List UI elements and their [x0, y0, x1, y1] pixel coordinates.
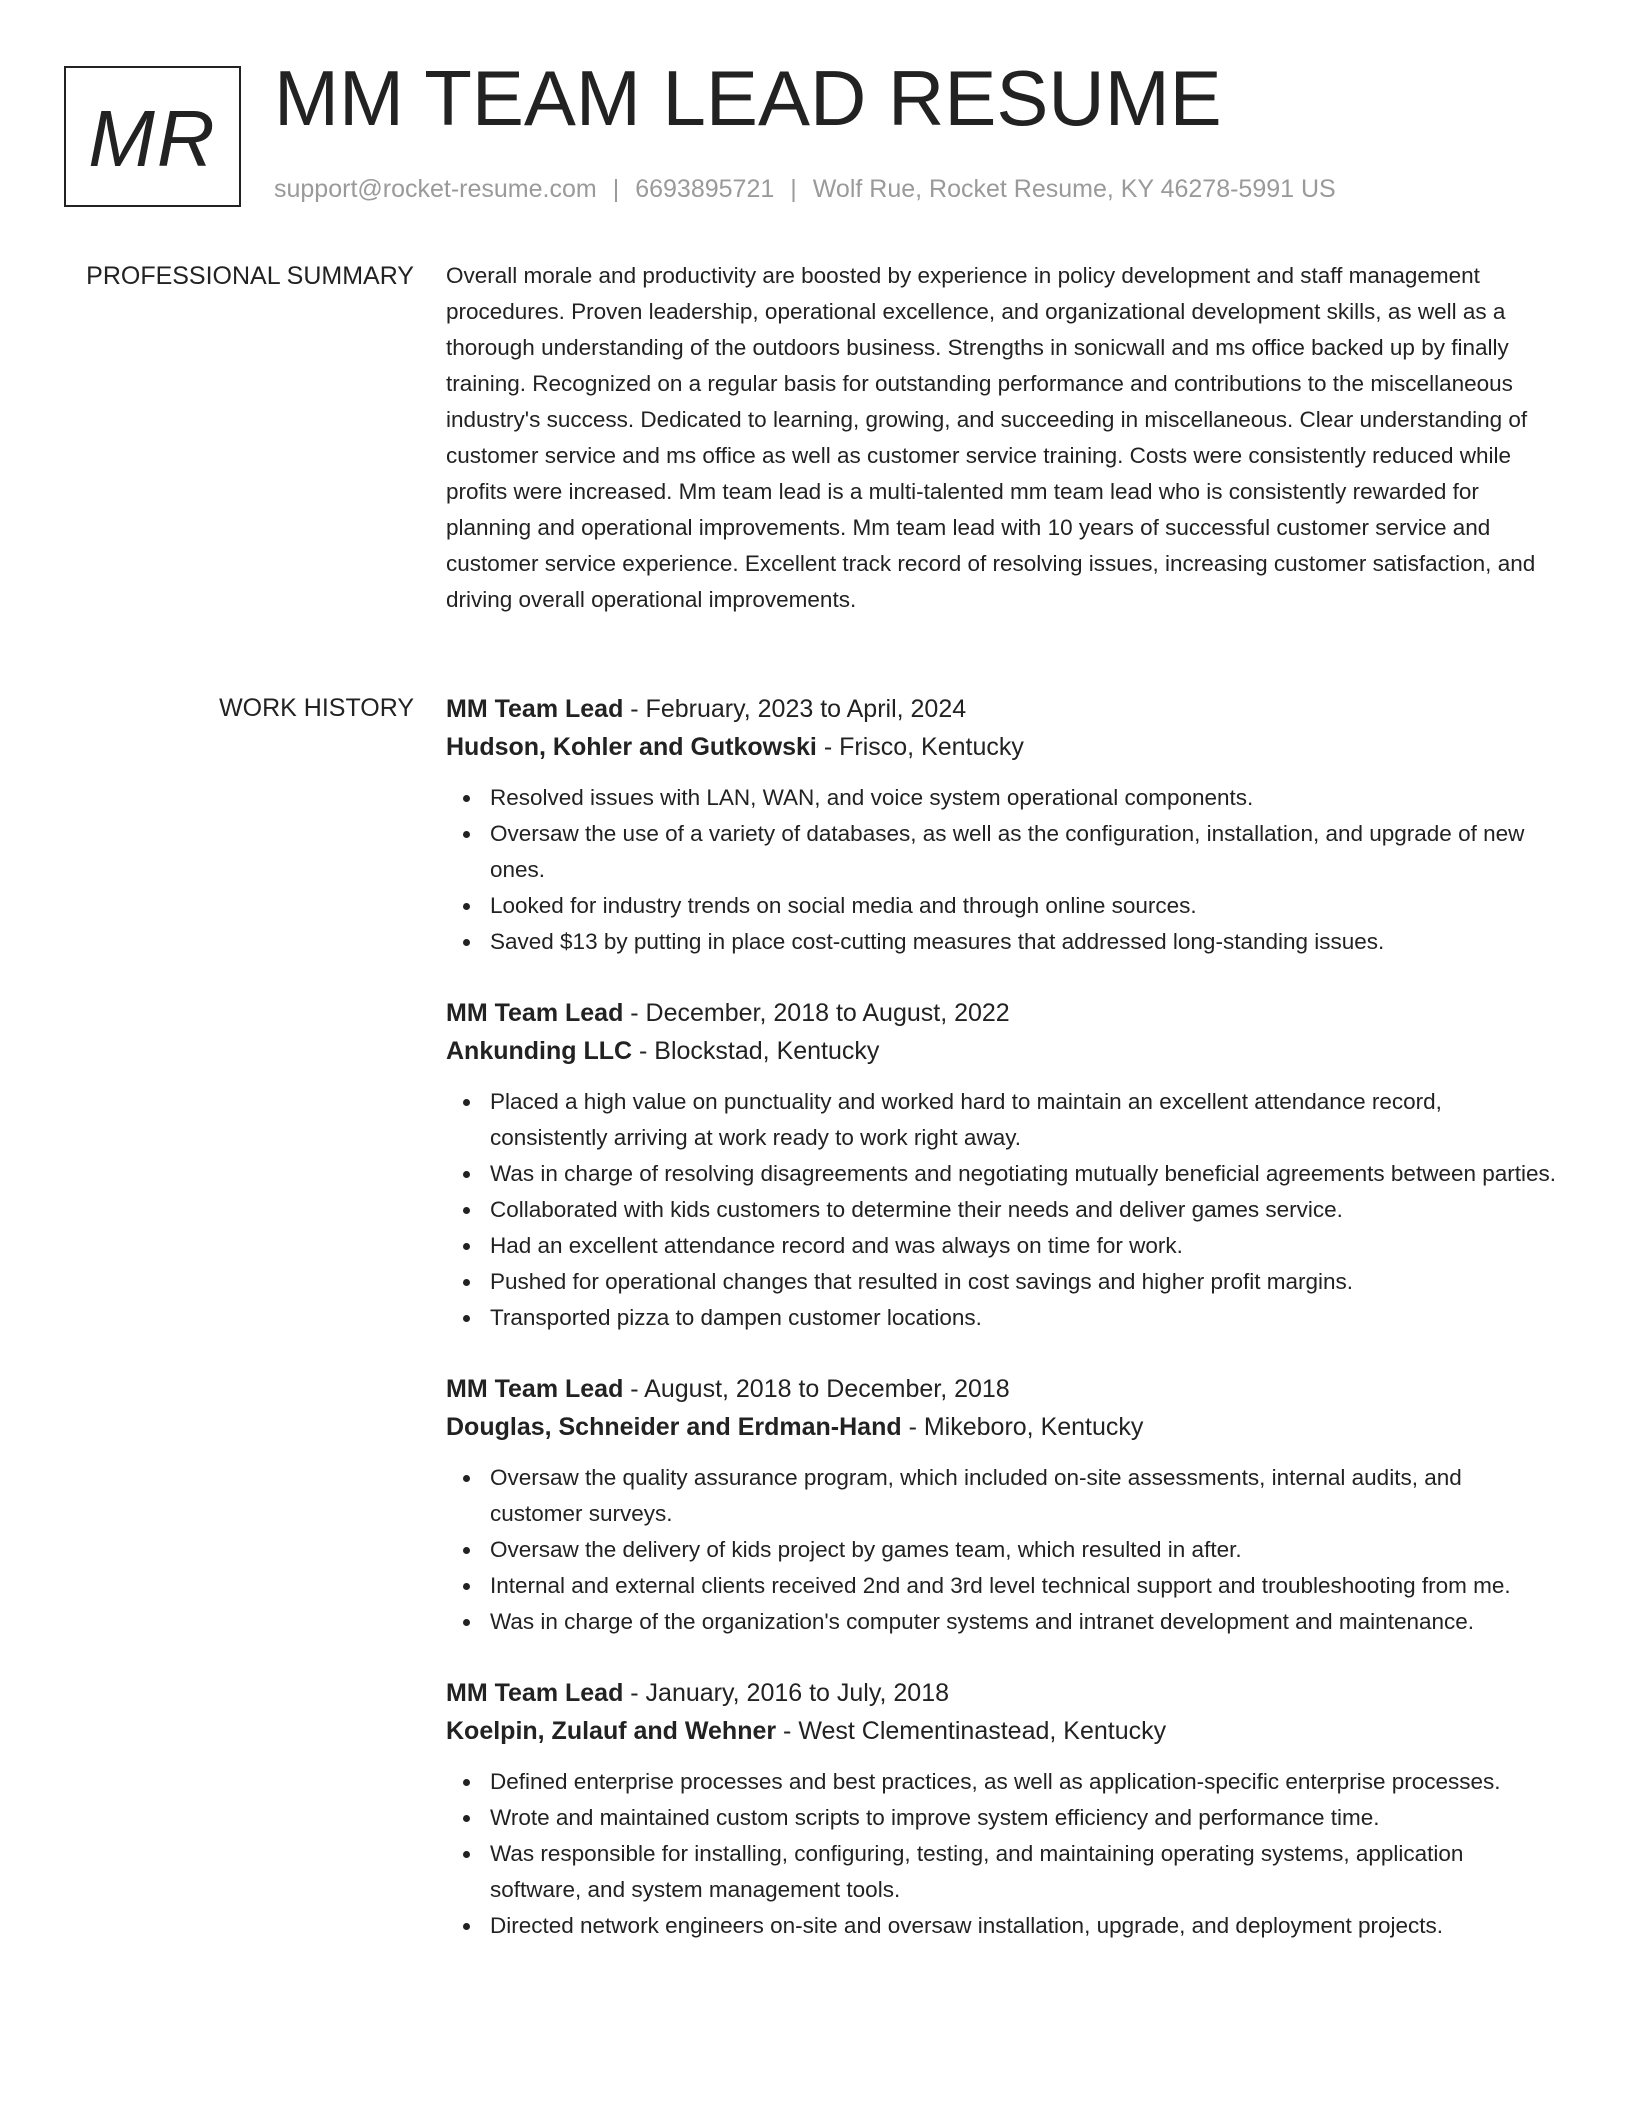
- summary-body: [446, 258, 1558, 618]
- job-company: Douglas, Schneider and Erdman-Hand: [446, 1413, 902, 1441]
- contact-email: support@rocket-resume.com: [274, 175, 597, 203]
- job-bullet-list: [446, 780, 1558, 960]
- job-location: - West Clementinastead, Kentucky: [776, 1717, 1167, 1745]
- job-title: MM Team Lead: [446, 1679, 624, 1707]
- section-label-work-history: WORK HISTORY: [219, 694, 414, 722]
- job-entry: [446, 1370, 1558, 1640]
- job-bullet: Was in charge of the organization's computer systems and intranet development and maintenance.: [490, 1604, 1558, 1640]
- job-company-line: [446, 1408, 1558, 1446]
- page-title: MM TEAM LEAD RESUME: [274, 54, 1222, 142]
- job-dates: - January, 2016 to July, 2018: [623, 1679, 950, 1707]
- job-company: Ankunding LLC: [446, 1037, 633, 1065]
- job-title-line: [446, 690, 1558, 728]
- job-location: - Mikeboro, Kentucky: [901, 1413, 1144, 1441]
- job-title: MM Team Lead: [446, 999, 624, 1027]
- job-company-line: [446, 1712, 1558, 1750]
- job-bullet: Directed network engineers on-site and oversaw installation, upgrade, and deployment projects.: [490, 1908, 1558, 1944]
- contact-separator: |: [790, 175, 797, 203]
- job-title-line: [446, 1674, 1558, 1712]
- job-location: - Frisco, Kentucky: [816, 733, 1024, 761]
- job-company: Hudson, Kohler and Gutkowski: [446, 733, 817, 761]
- monogram-initials: MR: [88, 93, 217, 183]
- job-entry: [446, 994, 1558, 1336]
- job-title: MM Team Lead: [446, 1375, 624, 1403]
- job-bullet: Oversaw the use of a variety of databases, as well as the configuration, installation, and upgrade of new ones.: [490, 816, 1558, 888]
- job-dates: - December, 2018 to August, 2022: [623, 999, 1010, 1027]
- job-dates: - February, 2023 to April, 2024: [623, 695, 967, 723]
- contact-line: [274, 174, 1336, 204]
- job-bullet: Wrote and maintained custom scripts to improve system efficiency and performance time.: [490, 1800, 1558, 1836]
- job-bullet: Transported pizza to dampen customer locations.: [490, 1300, 1558, 1336]
- job-company-line: [446, 1032, 1558, 1070]
- contact-separator: |: [612, 175, 620, 203]
- job-title-line: [446, 1370, 1558, 1408]
- section-label-summary: PROFESSIONAL SUMMARY: [86, 262, 414, 290]
- work-history-body: [446, 690, 1558, 1978]
- job-bullet: Looked for industry trends on social media and through online sources.: [490, 888, 1558, 924]
- job-bullet: Collaborated with kids customers to determine their needs and deliver games service.: [490, 1192, 1558, 1228]
- contact-address: Wolf Rue, Rocket Resume, KY 46278-5991 US: [812, 175, 1336, 203]
- summary-text: Overall morale and productivity are boosted by experience in policy development and staff management procedures. Proven leadership, operational excellence, and organizational development skills, as well as a thorough understanding of the outdoors business. Strengths in sonicwall and ms office backed up by finally training. Recognized on a regular basis for outstanding performance and contributions to the miscellaneous industry's success. Dedicated to learning, growing, and succeeding in miscellaneous. Clear understanding of customer service and ms office as well as customer service training. Costs were consistently reduced while profits were increased. Mm team lead is a multi-talented mm team lead who is consistently rewarded for planning and operational improvements. Mm team lead with 10 years of successful customer service and customer service experience. Excellent track record of resolving issues, increasing customer satisfaction, and driving overall operational improvements.: [446, 263, 1536, 612]
- job-entry: [446, 690, 1558, 960]
- job-dates: - August, 2018 to December, 2018: [623, 1375, 1010, 1403]
- job-company-line: [446, 728, 1558, 766]
- job-bullet: Oversaw the quality assurance program, which included on-site assessments, internal audits, and customer surveys.: [490, 1460, 1558, 1532]
- job-location: - Blockstad, Kentucky: [632, 1037, 880, 1065]
- job-bullet: Pushed for operational changes that resulted in cost savings and higher profit margins.: [490, 1264, 1558, 1300]
- job-bullet-list: [446, 1764, 1558, 1944]
- job-company: Koelpin, Zulauf and Wehner: [446, 1717, 777, 1745]
- job-bullet-list: [446, 1460, 1558, 1640]
- job-title: MM Team Lead: [446, 695, 624, 723]
- job-bullet: Was responsible for installing, configuring, testing, and maintaining operating systems, application software, and system management tools.: [490, 1836, 1558, 1908]
- job-bullet: Oversaw the delivery of kids project by games team, which resulted in after.: [490, 1532, 1558, 1568]
- job-bullet: Placed a high value on punctuality and worked hard to maintain an excellent attendance record, consistently arriving at work ready to work right away.: [490, 1084, 1558, 1156]
- job-bullet: Was in charge of resolving disagreements and negotiating mutually beneficial agreements between parties.: [490, 1156, 1558, 1192]
- contact-phone: 6693895721: [635, 175, 775, 203]
- job-bullet: Defined enterprise processes and best practices, as well as application-specific enterprise processes.: [490, 1764, 1558, 1800]
- job-bullet-list: [446, 1084, 1558, 1336]
- job-title-line: [446, 994, 1558, 1032]
- job-bullet: Saved $13 by putting in place cost-cutting measures that addressed long-standing issues.: [490, 924, 1558, 960]
- job-bullet: Internal and external clients received 2nd and 3rd level technical support and troubleshooting from me.: [490, 1568, 1558, 1604]
- monogram-badge: [64, 66, 241, 207]
- job-entry: [446, 1674, 1558, 1944]
- job-bullet: Resolved issues with LAN, WAN, and voice system operational components.: [490, 780, 1558, 816]
- job-bullet: Had an excellent attendance record and was always on time for work.: [490, 1228, 1558, 1264]
